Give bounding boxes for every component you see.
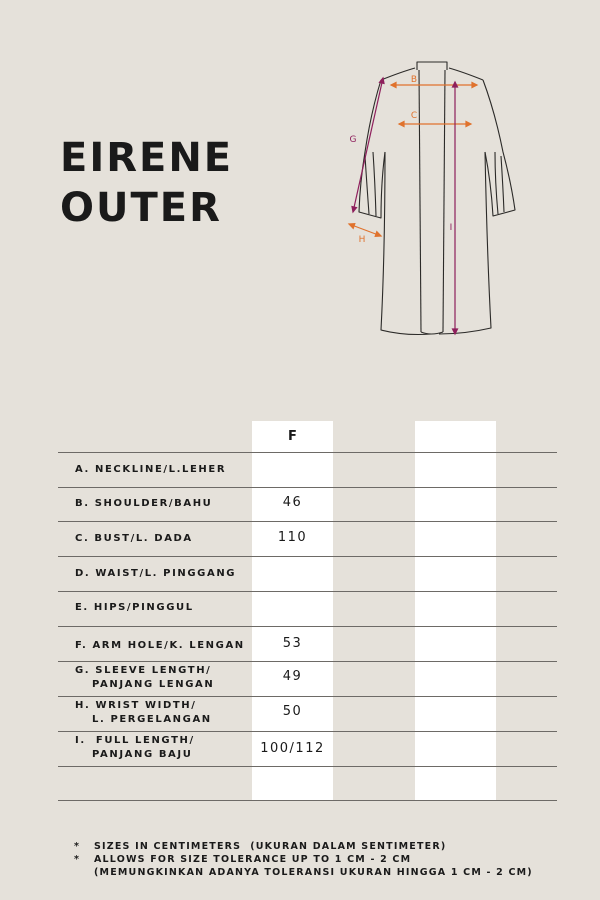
garment-sketch <box>335 52 535 352</box>
size-notes <box>74 840 533 879</box>
measure-lines-orange <box>349 83 477 237</box>
note-line: (MEMUNGKINKAN ADANYA TOLERANSI UKURAN HINGGA 1 CM - 2 CM) <box>94 867 533 878</box>
row-label: D. WAIST/L. PINGGANG <box>75 568 237 579</box>
table-divider <box>58 696 557 697</box>
row-value: 50 <box>282 704 303 719</box>
label-i: I <box>449 223 453 233</box>
note-line: * SIZES IN CENTIMETERS (UKURAN DALAM SENTIMETER) <box>74 841 447 852</box>
label-b: B <box>410 75 418 85</box>
label-h: H <box>358 235 366 245</box>
row-label: I. FULL LENGTH/ PANJANG BAJU <box>75 735 195 760</box>
table-divider <box>58 626 557 627</box>
label-g: G <box>349 135 357 145</box>
row-value: 46 <box>282 495 303 510</box>
table-divider <box>58 800 557 801</box>
measure-lines-magenta <box>349 78 458 334</box>
table-divider <box>58 487 557 488</box>
row-value: 100/112 <box>260 741 325 756</box>
row-label: B. SHOULDER/BAHU <box>75 498 213 509</box>
table-divider <box>58 521 557 522</box>
label-c: C <box>410 111 418 121</box>
row-label: F. ARM HOLE/K. LENGAN <box>75 640 245 651</box>
row-label: A. NECKLINE/L.LEHER <box>75 464 227 475</box>
product-title <box>60 133 233 233</box>
table-divider <box>58 591 557 592</box>
row-value: 53 <box>282 636 303 651</box>
size-header-f: F <box>288 429 297 444</box>
note-line: * ALLOWS FOR SIZE TOLERANCE UP TO 1 CM - 2 CM <box>74 854 412 865</box>
table-divider <box>58 556 557 557</box>
row-label: H. WRIST WIDTH/ L. PERGELANGAN <box>75 700 212 725</box>
row-label: G. SLEEVE LENGTH/ PANJANG LENGAN <box>75 665 215 690</box>
table-divider <box>58 731 557 732</box>
row-label: E. HIPS/PINGGUL <box>75 602 194 613</box>
product-title-line1: EIRENE <box>60 135 234 181</box>
row-value: 49 <box>282 669 303 684</box>
table-divider <box>58 661 557 662</box>
size-column-empty <box>415 421 496 800</box>
garment-outline <box>359 62 515 335</box>
product-title-line2: OUTER <box>60 185 222 231</box>
row-value: 110 <box>277 530 308 545</box>
table-divider <box>58 452 557 453</box>
row-label: C. BUST/L. DADA <box>75 533 193 544</box>
table-divider <box>58 766 557 767</box>
